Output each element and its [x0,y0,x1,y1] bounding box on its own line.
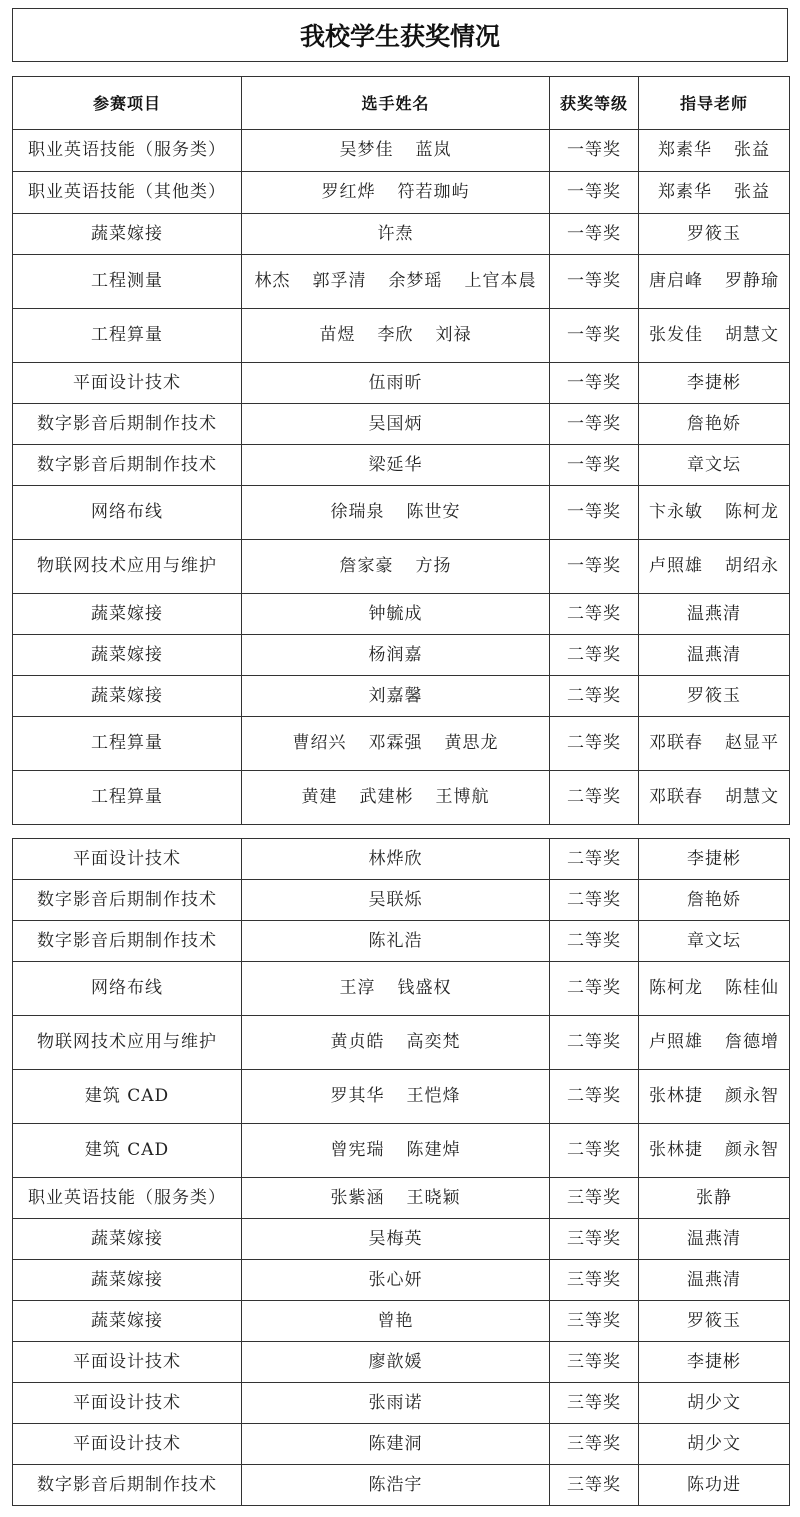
student-name: 符若珈屿 [397,182,470,202]
cell-students [242,404,550,445]
cell-award-level: 一等奖 [550,255,639,309]
teacher-name: 胡慧文 [725,787,779,807]
cell-teachers [639,309,790,363]
cell-students [242,771,550,825]
student-name: 钱盛权 [397,978,452,998]
table-row [13,172,790,214]
cell-students [242,540,550,594]
teacher-name: 张益 [734,140,770,160]
teacher-name: 陈功进 [687,1474,741,1495]
teacher-name: 詹德增 [725,1032,779,1052]
cell-award-level: 一等奖 [550,404,639,445]
teacher-name: 赵显平 [725,733,779,753]
cell-award-level: 一等奖 [550,172,639,214]
student-name: 黄思龙 [444,733,499,753]
cell-teachers [639,676,790,717]
student-name: 吴梦佳 [339,140,394,160]
cell-project: 职业英语技能（其他类） [13,172,242,214]
student-name: 陈建洞 [368,1433,423,1454]
student-name: 张心妍 [368,1269,423,1290]
cell-project: 职业英语技能（服务类） [13,1178,242,1219]
cell-students [242,1260,550,1301]
cell-award-level: 二等奖 [550,676,639,717]
teacher-name: 温燕清 [687,603,741,624]
teacher-name: 张静 [696,1187,732,1208]
teacher-name: 温燕清 [687,1228,741,1249]
table-row [13,1342,790,1383]
student-name: 蓝岚 [415,140,452,160]
cell-students [242,676,550,717]
table-row [13,540,790,594]
student-name: 陈世安 [406,502,461,522]
teacher-name: 罗筱玉 [687,223,741,244]
cell-award-level: 二等奖 [550,771,639,825]
student-name: 廖歆媛 [368,1351,423,1372]
table-row [13,404,790,445]
header-students: 选手姓名 [242,77,550,130]
table-row [13,130,790,172]
student-name: 刘嘉馨 [368,685,423,706]
cell-project: 网络布线 [13,486,242,540]
cell-award-level: 一等奖 [550,445,639,486]
table-row [13,309,790,363]
awards-table-part-2 [12,838,790,1506]
cell-teachers [639,1070,790,1124]
student-name: 张紫涵 [330,1187,385,1208]
student-name: 林烨欣 [368,848,423,869]
cell-award-level: 三等奖 [550,1219,639,1260]
student-name: 吴联烁 [368,889,423,910]
teacher-name: 胡慧文 [725,325,779,345]
cell-teachers [639,255,790,309]
header-level: 获奖等级 [550,77,639,130]
cell-award-level: 三等奖 [550,1260,639,1301]
cell-award-level: 一等奖 [550,309,639,363]
student-name: 曾宪瑞 [330,1140,385,1160]
student-name: 刘禄 [435,325,472,345]
cell-project: 建筑 CAD [13,1124,242,1178]
table-row [13,214,790,255]
student-name: 伍雨昕 [368,372,423,393]
student-name: 高奕梵 [406,1032,461,1052]
cell-teachers [639,172,790,214]
cell-project: 数字影音后期制作技术 [13,445,242,486]
cell-project: 蔬菜嫁接 [13,214,242,255]
cell-teachers [639,921,790,962]
cell-project: 蔬菜嫁接 [13,1260,242,1301]
teacher-name: 罗静瑜 [725,271,779,291]
student-name: 徐瑞泉 [330,502,385,522]
cell-teachers [639,130,790,172]
cell-students [242,130,550,172]
cell-award-level: 二等奖 [550,921,639,962]
student-name: 李欣 [377,325,414,345]
cell-award-level: 一等奖 [550,486,639,540]
cell-teachers [639,962,790,1016]
cell-project: 数字影音后期制作技术 [13,404,242,445]
student-name: 钟毓成 [368,603,423,624]
cell-project: 蔬菜嫁接 [13,1219,242,1260]
cell-award-level: 二等奖 [550,962,639,1016]
table-row [13,635,790,676]
cell-teachers [639,635,790,676]
cell-teachers [639,880,790,921]
cell-teachers [639,1301,790,1342]
cell-students [242,172,550,214]
student-name: 陈建焯 [406,1140,461,1160]
cell-project: 职业英语技能（服务类） [13,130,242,172]
table-row [13,771,790,825]
teacher-name: 张发佳 [649,325,703,345]
table-row [13,486,790,540]
cell-students [242,1124,550,1178]
teacher-name: 郑素华 [658,182,712,202]
cell-project: 工程算量 [13,771,242,825]
teacher-name: 李捷彬 [687,848,741,869]
table-row [13,1260,790,1301]
teacher-name: 邓联春 [649,733,703,753]
student-name: 陈浩宇 [368,1474,423,1495]
header-row [13,77,790,130]
student-name: 武建彬 [359,787,414,807]
student-name: 方扬 [415,556,452,576]
cell-project: 网络布线 [13,962,242,1016]
cell-students [242,255,550,309]
cell-project: 蔬菜嫁接 [13,1301,242,1342]
table-row [13,962,790,1016]
cell-award-level: 二等奖 [550,717,639,771]
cell-award-level: 一等奖 [550,363,639,404]
cell-award-level: 三等奖 [550,1465,639,1506]
cell-project: 数字影音后期制作技术 [13,880,242,921]
cell-students [242,1070,550,1124]
cell-teachers [639,1178,790,1219]
cell-teachers [639,1383,790,1424]
cell-students [242,1465,550,1506]
teacher-name: 卢照雄 [649,1032,703,1052]
teacher-name: 罗筱玉 [687,685,741,706]
cell-award-level: 一等奖 [550,130,639,172]
table-row [13,1301,790,1342]
cell-award-level: 三等奖 [550,1342,639,1383]
cell-project: 物联网技术应用与维护 [13,540,242,594]
cell-project: 物联网技术应用与维护 [13,1016,242,1070]
cell-students [242,363,550,404]
cell-students [242,1424,550,1465]
student-name: 张雨诺 [368,1392,423,1413]
cell-students [242,1016,550,1070]
teacher-name: 陈柯龙 [649,978,703,998]
cell-students [242,962,550,1016]
table-row [13,717,790,771]
teacher-name: 唐启峰 [649,271,703,291]
student-name: 余梦瑶 [388,271,443,291]
table-header [13,77,790,130]
teacher-name: 李捷彬 [687,1351,741,1372]
cell-students [242,1383,550,1424]
cell-teachers [639,594,790,635]
header-project: 参赛项目 [13,77,242,130]
table-row [13,839,790,880]
cell-teachers [639,1465,790,1506]
teacher-name: 温燕清 [687,644,741,665]
cell-project: 蔬菜嫁接 [13,635,242,676]
cell-students [242,445,550,486]
student-name: 罗其华 [330,1086,385,1106]
student-name: 曾艳 [377,1310,414,1331]
cell-students [242,486,550,540]
cell-teachers [639,486,790,540]
table-body [13,839,790,1506]
student-name: 梁延华 [368,454,423,475]
cell-award-level: 二等奖 [550,839,639,880]
cell-project: 数字影音后期制作技术 [13,1465,242,1506]
cell-award-level: 一等奖 [550,214,639,255]
cell-award-level: 二等奖 [550,594,639,635]
cell-students [242,594,550,635]
cell-award-level: 二等奖 [550,880,639,921]
cell-project: 蔬菜嫁接 [13,594,242,635]
cell-project: 工程算量 [13,309,242,363]
cell-students [242,1219,550,1260]
cell-students [242,214,550,255]
cell-project: 平面设计技术 [13,1342,242,1383]
cell-project: 蔬菜嫁接 [13,676,242,717]
cell-award-level: 三等奖 [550,1383,639,1424]
student-name: 许焘 [377,223,414,244]
cell-teachers [639,1124,790,1178]
cell-award-level: 二等奖 [550,635,639,676]
cell-teachers [639,839,790,880]
teacher-name: 李捷彬 [687,372,741,393]
cell-project: 工程算量 [13,717,242,771]
teacher-name: 章文坛 [687,454,741,475]
teacher-name: 郑素华 [658,140,712,160]
cell-award-level: 三等奖 [550,1424,639,1465]
teacher-name: 张益 [734,182,770,202]
page-title: 我校学生获奖情况 [12,8,788,62]
cell-students [242,635,550,676]
table-row [13,880,790,921]
student-name: 詹家豪 [339,556,394,576]
cell-teachers [639,1342,790,1383]
table-row [13,445,790,486]
table-row [13,1178,790,1219]
cell-project: 平面设计技术 [13,1383,242,1424]
student-name: 吴国炳 [368,413,423,434]
cell-teachers [639,1219,790,1260]
table-row [13,363,790,404]
cell-teachers [639,445,790,486]
table-row [13,1070,790,1124]
student-name: 曹绍兴 [292,733,347,753]
cell-project: 工程测量 [13,255,242,309]
teacher-name: 胡少文 [687,1433,741,1454]
student-name: 王博航 [435,787,490,807]
teacher-name: 胡绍永 [725,556,779,576]
teacher-name: 张林捷 [649,1086,703,1106]
table-row [13,1124,790,1178]
student-name: 王恺烽 [406,1086,461,1106]
table-row [13,676,790,717]
table-row [13,594,790,635]
student-name: 王淳 [339,978,376,998]
cell-award-level: 一等奖 [550,540,639,594]
student-name: 罗红烨 [321,182,376,202]
student-name: 苗煜 [319,325,356,345]
cell-project: 平面设计技术 [13,1424,242,1465]
student-name: 吴梅英 [368,1228,423,1249]
student-name: 黄贞皓 [330,1032,385,1052]
cell-students [242,1301,550,1342]
teacher-name: 张林捷 [649,1140,703,1160]
cell-students [242,880,550,921]
table-body [13,130,790,825]
student-name: 杨润嘉 [368,644,423,665]
table-row [13,1016,790,1070]
student-name: 王晓颖 [406,1187,461,1208]
cell-project: 平面设计技术 [13,839,242,880]
student-name: 邓霖强 [368,733,423,753]
teacher-name: 陈柯龙 [725,502,779,522]
cell-teachers [639,1260,790,1301]
cell-students [242,839,550,880]
cell-students [242,1178,550,1219]
cell-teachers [639,214,790,255]
teacher-name: 颜永智 [725,1140,779,1160]
teacher-name: 詹艳娇 [687,413,741,434]
teacher-name: 陈桂仙 [725,978,779,998]
teacher-name: 詹艳娇 [687,889,741,910]
student-name: 上官本晨 [464,271,537,291]
cell-award-level: 三等奖 [550,1178,639,1219]
student-name: 郭孚清 [312,271,367,291]
student-name: 林杰 [254,271,291,291]
cell-award-level: 三等奖 [550,1301,639,1342]
awards-table-part-1 [12,76,790,825]
student-name: 陈礼浩 [368,930,423,951]
table-row [13,1219,790,1260]
teacher-name: 卞永敏 [649,502,703,522]
teacher-name: 温燕清 [687,1269,741,1290]
cell-teachers [639,363,790,404]
table-row [13,921,790,962]
cell-teachers [639,771,790,825]
cell-teachers [639,404,790,445]
cell-teachers [639,717,790,771]
header-teachers: 指导老师 [639,77,790,130]
cell-students [242,1342,550,1383]
cell-teachers [639,540,790,594]
student-name: 黄建 [301,787,338,807]
cell-project: 数字影音后期制作技术 [13,921,242,962]
cell-students [242,921,550,962]
teacher-name: 罗筱玉 [687,1310,741,1331]
cell-project: 平面设计技术 [13,363,242,404]
table-row [13,1424,790,1465]
cell-teachers [639,1424,790,1465]
cell-award-level: 二等奖 [550,1016,639,1070]
cell-students [242,717,550,771]
cell-teachers [639,1016,790,1070]
table-row [13,1465,790,1506]
table-row [13,255,790,309]
cell-award-level: 二等奖 [550,1124,639,1178]
teacher-name: 邓联春 [649,787,703,807]
teacher-name: 胡少文 [687,1392,741,1413]
cell-award-level: 二等奖 [550,1070,639,1124]
teacher-name: 颜永智 [725,1086,779,1106]
teacher-name: 卢照雄 [649,556,703,576]
cell-project: 建筑 CAD [13,1070,242,1124]
cell-students [242,309,550,363]
table-row [13,1383,790,1424]
teacher-name: 章文坛 [687,930,741,951]
